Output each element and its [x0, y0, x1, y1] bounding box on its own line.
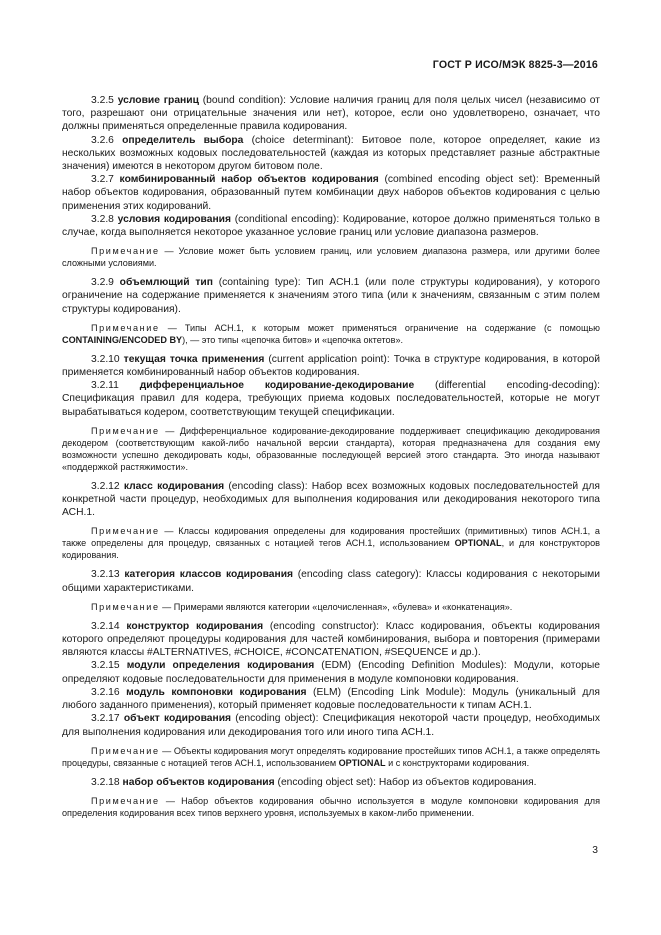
note-text: Типы АСН.1, к которым может применяться ограничение на содержание (с помощью [184, 322, 600, 333]
note-label: Примечание [91, 745, 160, 756]
term-definition: (bound condition): Условие наличия границ для поля целых чисел (независимо от того, разрешают они отрицательные значения или нет), которое, если оно удовлетворено, означает, что должны применяться определенные правила кодирования. [62, 95, 600, 133]
definition-3-2-10 [62, 353, 600, 379]
term-definition: (encoding constructor): Класс кодирования, объекты кодирования которого определяют процедуры кодирования для частей комбинирования, выбора и повторения (примерами являются классы #ALTERNATIVES, #CHOICE, #CONCATENATION, #SEQUENCE и др.). [62, 620, 600, 659]
term-number: 3.2.5 [91, 95, 114, 106]
term-definition: (encoding object): Спецификация некоторой части процедур, необходимых для выполнения кодирования или декодирования того или иного типа АСН.1. [62, 713, 600, 738]
term-definition: (conditional encoding): Кодирование, которое должно применяться только в случае, когда выполняется некоторое указанное условие границ или условие диапазона размеров. [62, 213, 600, 239]
note-keyword: CONTAINING/ENCODED BY [62, 334, 183, 345]
term-number: 3.2.9 [91, 277, 114, 289]
term-definition: (differential encoding-decoding): Спецификация правил для кодера, требующих приема кодовых последовательностей, которые не могут вырабатываться кодером, соответствующим текущей спецификации. [62, 380, 600, 418]
term-name: класс кодирования [123, 480, 225, 492]
note-text: Набор объектов кодирования обычно используется в модуле компоновки кодирования для определения кодирования всех типов верхнего уровня, используемых в каком-либо применении. [62, 795, 600, 818]
definition-3-2-8 [62, 213, 600, 239]
term-definition: (current application point): Точка в структуре кодирования, в которой применяется комбинированный набор объектов кодирования. [62, 353, 600, 379]
term-name: комбинированный набор объектов кодирования [119, 174, 379, 186]
term-definition: (ELM) (Encoding Link Module): Модуль (уникальный для любого заданного применения), который применяет кодовые последовательности к типам АСН.1. [62, 686, 600, 712]
term-number: 3.2.14 [91, 620, 120, 632]
note-label: Примечание [91, 425, 160, 436]
definition-3-2-15 [62, 659, 600, 685]
definition-3-2-11 [62, 379, 600, 419]
note-text: Дифференциальное кодирование-декодирование поддерживает спецификацию декодирования декодером (соответствующим какой-либо начальной версии стандарта), которая предназначена для создания ему возможности успешно декодировать коды, образованные последующей версией этого стандарта. Это иногда называют «поддержкой растяжимости». [62, 425, 600, 472]
term-name: условие границ [117, 95, 199, 106]
definition-3-2-6 [62, 134, 600, 174]
term-definition: (encoding object set): Набор из объектов кодирования. [274, 776, 537, 788]
definition-3-2-17 [62, 712, 600, 738]
term-name: категория классов кодирования [124, 569, 294, 581]
note-text: Классы кодирования определены для кодирования простейших (примитивных) типов АСН.1, а также определены для процедур, связанных с нотацией тегов АСН.1, использованием [62, 526, 600, 549]
definition-3-2-13 [62, 568, 600, 594]
note-3-2-11: Примечание — Дифференциальное кодирование-декодирование поддерживает спецификацию декодирования декодером (соответствующим какой-либо начальной версии стандарта), которая предназначена для создания ему возможности успешно декодировать коды, образованные последующей версией этого стандарта. Это иногда называют «поддержкой растяжимости». [62, 425, 600, 472]
definition-3-2-9 [62, 276, 600, 316]
note-label: Примечание [91, 526, 160, 537]
definition-3-2-5 [62, 94, 600, 134]
term-number: 3.2.10 [91, 353, 120, 365]
term-number: 3.2.8 [91, 213, 114, 225]
note-keyword: OPTIONAL [454, 538, 502, 549]
term-name: модуль компоновки кодирования [126, 686, 307, 698]
note-text: и с конструкторами кодирования. [385, 757, 530, 768]
term-definition: (encoding class): Набор всех возможных кодовых последовательностей для конкретной части процедур, необходимых для выполнения кодирования или декодирования некоторого типа АСН.1. [62, 480, 600, 519]
note-label: Примечание [91, 601, 160, 612]
term-definition: (EDM) (Encoding Definition Modules): Модули, которые определяют кодовые последовательности для применения в модуле компоновки кодирования. [62, 660, 600, 685]
definitions-body [62, 94, 600, 826]
term-number: 3.2.15 [91, 660, 120, 672]
term-name: объемлющий тип [119, 277, 213, 289]
note-keyword: OPTIONAL [338, 757, 386, 768]
note-text: Условие может быть условием границ, или условием диапазона размера, или другими более сложными условиями. [62, 246, 600, 269]
definition-3-2-7 [62, 173, 600, 213]
term-definition: (combined encoding object set): Временный набор объектов кодирования, образованный путем комбинации двух наборов объектов кодирования с целью применения этих кодирований. [62, 174, 600, 212]
definition-3-2-18 [62, 776, 600, 789]
term-definition: (containing type): Тип АСН.1 (или поле структуры кодирования), у которого ограничение на содержание применяется к значениям этого типа (или к значениям, связанным с этим полем структуры кодирования). [62, 277, 600, 315]
standard-header: ГОСТ Р ИСО/МЭК 8825-3—2016 [432, 59, 598, 71]
term-number: 3.2.18 [91, 776, 120, 788]
term-name: условия кодирования [117, 213, 231, 225]
term-number: 3.2.17 [91, 713, 120, 725]
term-name: дифференциальное кодирование-декодирование [139, 380, 415, 392]
definition-3-2-16 [62, 686, 600, 712]
term-name: набор объектов кодирования [122, 776, 275, 788]
definition-3-2-14 [62, 620, 600, 660]
term-name: объект кодирования [123, 713, 232, 725]
term-definition: (encoding class category): Классы кодирования с некоторыми общими характеристиками. [62, 569, 600, 594]
note-text: ), — это типы «цепочка битов» и «цепочка октетов». [182, 334, 404, 345]
note-3-2-18: Примечание — Набор объектов кодирования обычно используется в модуле компоновки кодирования для определения кодирования всех типов верхнего уровня, используемых в каком-либо применении. [62, 795, 600, 818]
note-3-2-13: Примечание — Примерами являются категории «целочисленная», «булева» и «конкатенация». [91, 601, 513, 612]
term-number: 3.2.12 [91, 480, 120, 492]
term-name: модули определения кодирования [126, 660, 315, 672]
term-number: 3.2.7 [91, 174, 114, 186]
note-label: Примечание [91, 246, 160, 257]
note-text: , и для конструкторов кодирования. [62, 538, 600, 561]
note-text: Примерами являются категории «целочисленная», «булева» и «конкатенация». [173, 601, 513, 612]
note-label: Примечание [91, 795, 160, 806]
note-3-2-8: Примечание — Условие может быть условием границ, или условием диапазона размера, или другими более сложными условиями. [62, 246, 600, 269]
term-name: определитель выбора [122, 134, 244, 146]
term-definition: (choice determinant): Битовое поле, которое определяет, какие из нескольких возможных кодовых последовательностей (каждая из которых представляет разные абстрактные значения) имеются в некотором другом битовом поле. [62, 134, 600, 173]
term-number: 3.2.11 [91, 380, 119, 392]
note-label: Примечание [91, 322, 160, 333]
note-3-2-9: Примечание — Типы АСН.1, к которым может применяться ограничение на содержание (с помощью CONTAINING/ENCODED BY), — это типы «цепочка битов» и «цепочка октетов». [62, 322, 600, 345]
note-3-2-17: Примечание — Объекты кодирования могут определять кодирование простейших типов АСН.1, а также определять процедуры, связанные с нотацией тегов АСН.1, использованием OPTIONAL и с конструкторами кодирования. [62, 745, 600, 768]
note-3-2-12: Примечание — Классы кодирования определены для кодирования простейших (примитивных) типов АСН.1, а также определены для процедур, связанных с нотацией тегов АСН.1, использованием OPTIONAL, и для конструкторов кодирования. [62, 526, 600, 561]
term-name: конструктор кодирования [126, 620, 264, 632]
term-name: текущая точка применения [123, 353, 265, 365]
note-text: Объекты кодирования могут определять кодирование простейших типов АСН.1, а также определять процедуры, связанные с нотацией тегов АСН.1, использованием [62, 745, 600, 768]
term-number: 3.2.13 [91, 569, 120, 581]
term-number: 3.2.16 [91, 686, 120, 698]
page-number: 3 [592, 845, 598, 856]
term-number: 3.2.6 [91, 134, 114, 146]
definition-3-2-12 [62, 480, 600, 520]
